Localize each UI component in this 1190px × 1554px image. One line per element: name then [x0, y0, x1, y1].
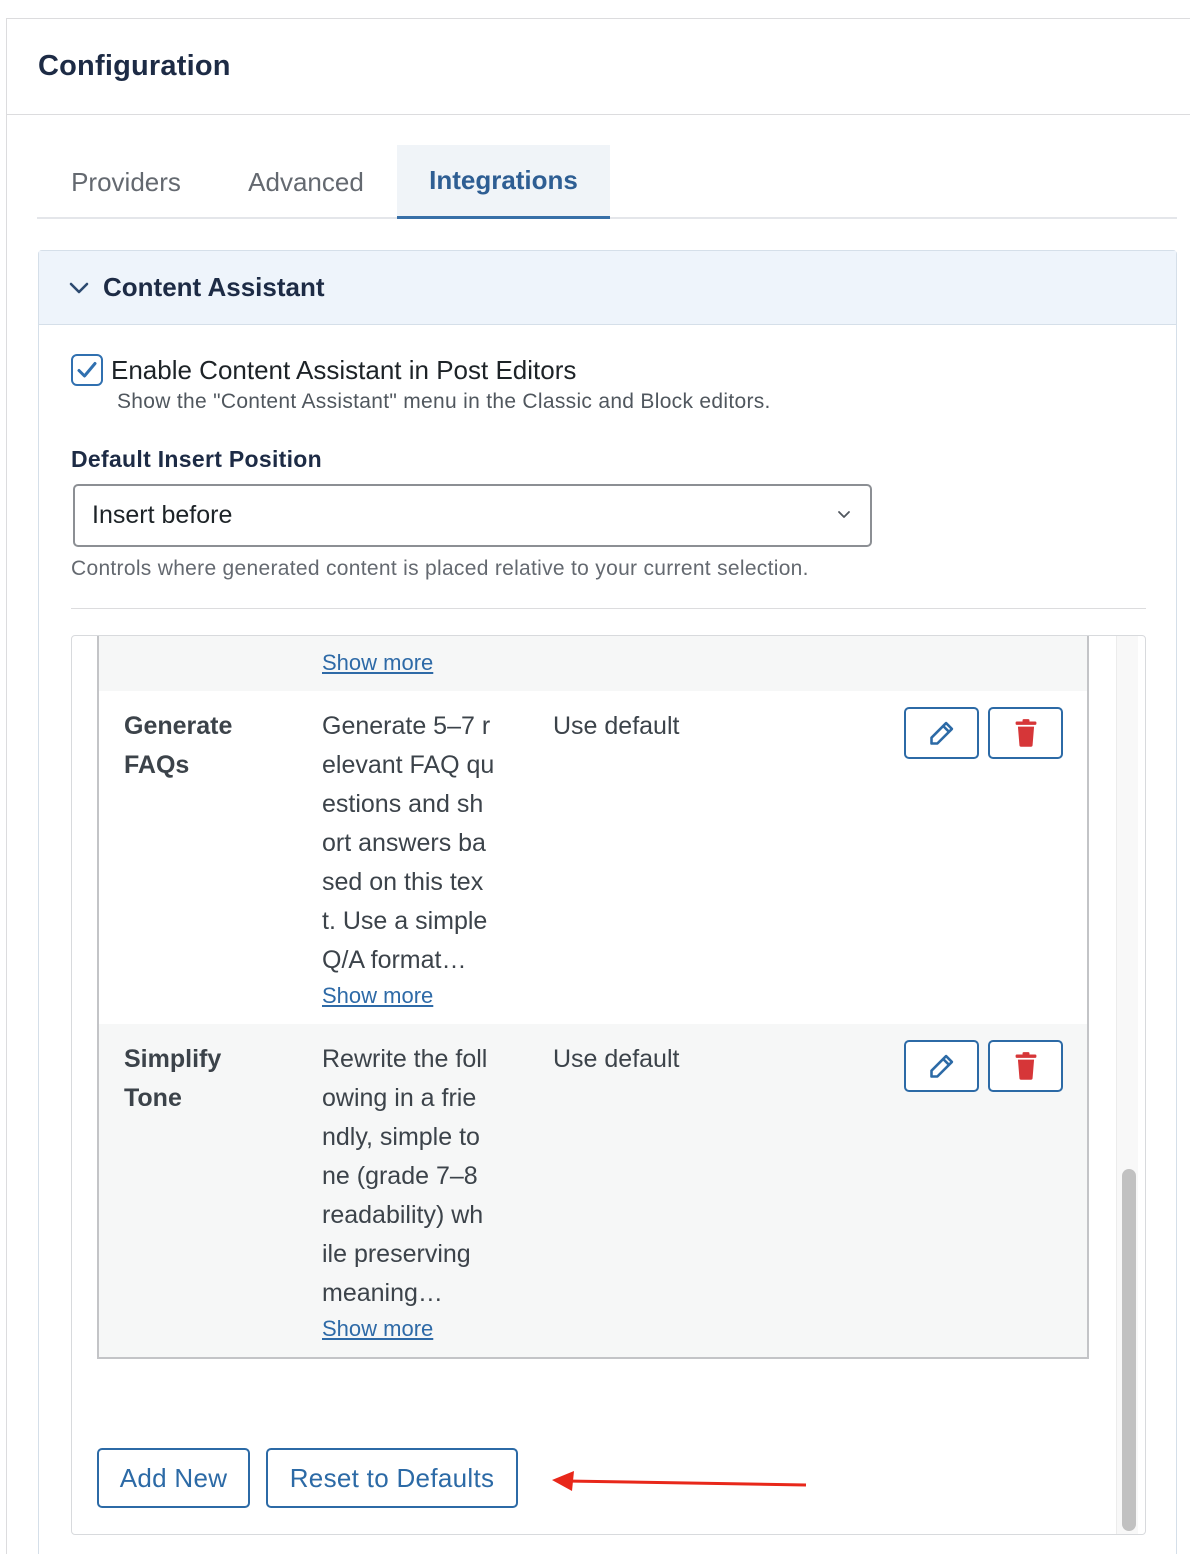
delete-button[interactable] [988, 1040, 1063, 1092]
actions-list-container [71, 635, 1146, 1535]
annotation-arrow-icon [548, 1463, 810, 1499]
content-assistant-panel [38, 250, 1177, 1554]
checkmark-icon [75, 358, 99, 382]
pencil-icon [928, 1052, 956, 1080]
edit-button[interactable] [904, 707, 979, 759]
card-header [7, 19, 1190, 115]
content-assistant-header[interactable] [39, 251, 1176, 325]
trash-icon [1012, 1051, 1040, 1081]
tab-bar [37, 145, 1177, 219]
insert-position-value: Insert before [92, 501, 233, 529]
actions-table [97, 636, 1089, 1359]
configuration-card [6, 18, 1190, 1554]
divider [71, 608, 1146, 609]
insert-position-label: Default Insert Position [71, 446, 322, 472]
enable-assistant-description: Show the "Content Assistant" menu in the Classic and Block editors. [117, 390, 771, 413]
show-more-link[interactable]: Show more [322, 1316, 434, 1341]
tab-advanced[interactable]: Advanced [248, 166, 364, 197]
action-prompt: Rewrite the foll owing in a frie ndly, simple to ne (grade 7–8 readability) wh ile preserving meaning… [322, 1045, 488, 1307]
tab-integrations[interactable]: Integrations [397, 145, 610, 219]
scrollbar[interactable] [1116, 636, 1138, 1534]
add-new-button[interactable]: Add New [97, 1448, 250, 1508]
insert-position-help: Controls where generated content is placed relative to your current selection. [71, 557, 809, 580]
enable-assistant-row [71, 354, 576, 386]
insert-position-select[interactable] [73, 484, 872, 547]
chevron-down-icon [836, 506, 852, 522]
scrollbar-thumb[interactable] [1122, 1169, 1136, 1531]
table-row [99, 1024, 1089, 1359]
table-row [99, 691, 1089, 1024]
show-more-link[interactable]: Show more [322, 650, 434, 675]
edit-button[interactable] [904, 1040, 979, 1092]
table-row [99, 636, 1089, 691]
action-model: Use default [553, 1045, 680, 1073]
chevron-down-icon [67, 276, 91, 300]
page-title: Configuration [38, 50, 231, 82]
tab-providers[interactable]: Providers [71, 166, 181, 197]
delete-button[interactable] [988, 707, 1063, 759]
action-name: Simplify Tone [124, 1045, 222, 1112]
action-prompt: Generate 5–7 r elevant FAQ qu estions and sh ort answers ba sed on this tex t. Use a simple Q/A format… [322, 712, 495, 974]
reset-to-defaults-button[interactable]: Reset to Defaults [266, 1448, 518, 1508]
action-name: Generate FAQs [124, 712, 233, 779]
trash-icon [1012, 718, 1040, 748]
panel-title: Content Assistant [103, 272, 325, 302]
enable-assistant-checkbox[interactable] [71, 354, 103, 386]
enable-assistant-label[interactable]: Enable Content Assistant in Post Editors [111, 354, 577, 385]
action-model: Use default [553, 712, 680, 740]
pencil-icon [928, 719, 956, 747]
show-more-link[interactable]: Show more [322, 983, 434, 1008]
